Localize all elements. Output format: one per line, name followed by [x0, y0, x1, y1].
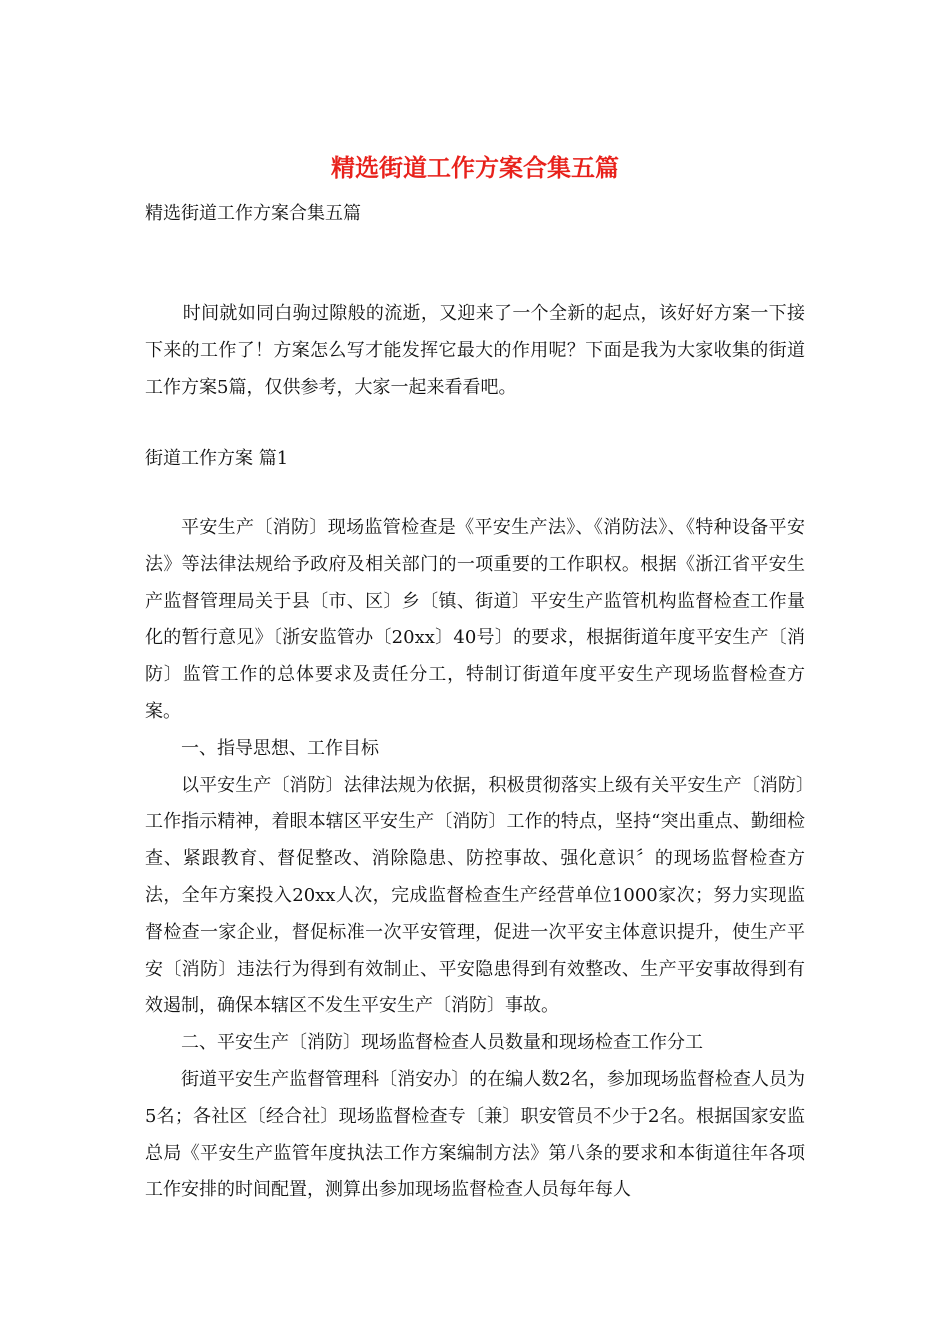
body-heading-2: 二、平安生产〔消防〕现场监督检查人员数量和现场检查工作分工 [181, 1032, 703, 1054]
body-heading-1: 一、指导思想、工作目标 [181, 737, 379, 759]
document-subtitle: 精选街道工作方案合集五篇 [145, 203, 361, 224]
document-title: 精选街道工作方案合集五篇 [331, 153, 619, 182]
intro-paragraph: 时间就如同白驹过隙般的流逝，又迎来了一个全新的起点，该好好方案一下接下来的工作了！方案怎么写才能发挥它最大的作用呢？下面是我为大家收集的街道工作方案5篇，仅供参考，大家一起来看看吧。 [145, 303, 805, 398]
intro-block [145, 296, 805, 406]
section-heading: 街道工作方案 篇1 [145, 448, 289, 469]
body-paragraph: 平安生产〔消防〕现场监管检查是《平安生产法》、《消防法》、《特种设备平安法》等法律法规给予政府及相关部门的一项重要的工作职权。根据《浙江省平安生产监督管理局关于县〔市、区〕乡〔镇、街道〕平安生产监管机构监督检查工作量化的暂行意见》〔浙安监管办〔20xx〕40号〕的要求，根据街道年度平安生产〔消防〕监管工作的总体要求及责任分工，特制订街道年度平安生产现场监督检查方案。 [145, 517, 805, 722]
body-paragraph: 以平安生产〔消防〕法律法规为依据，积极贯彻落实上级有关平安生产〔消防〕工作指示精神，着眼本辖区平安生产〔消防〕工作的特点，坚持“突出重点、勤细检查、紧跟教育、督促整改、消除隐患、防控事故、强化意识〞的现场监督检查方法，全年方案投入20xx人次，完成监督检查生产经营单位1000家次；努力实现监督检查一家企业，督促标准一次平安管理，促进一次平安主体意识提升，使生产平安〔消防〕违法行为得到有效制止、平安隐患得到有效整改、生产平安事故得到有效遏制，确保本辖区不发生平安生产〔消防〕事故。 [145, 774, 805, 1017]
body-block [145, 510, 805, 1209]
body-paragraph: 街道平安生产监督管理科〔消安办〕的在编人数2名，参加现场监督检查人员为5名；各社区〔经合社〕现场监督检查专〔兼〕职安管员不少于2名。根据国家安监总局《平安生产监管年度执法工作方案编制方法》第八条的要求和本街道往年各项工作安排的时间配置，测算出参加现场监督检查人员每年每人 [145, 1068, 805, 1201]
